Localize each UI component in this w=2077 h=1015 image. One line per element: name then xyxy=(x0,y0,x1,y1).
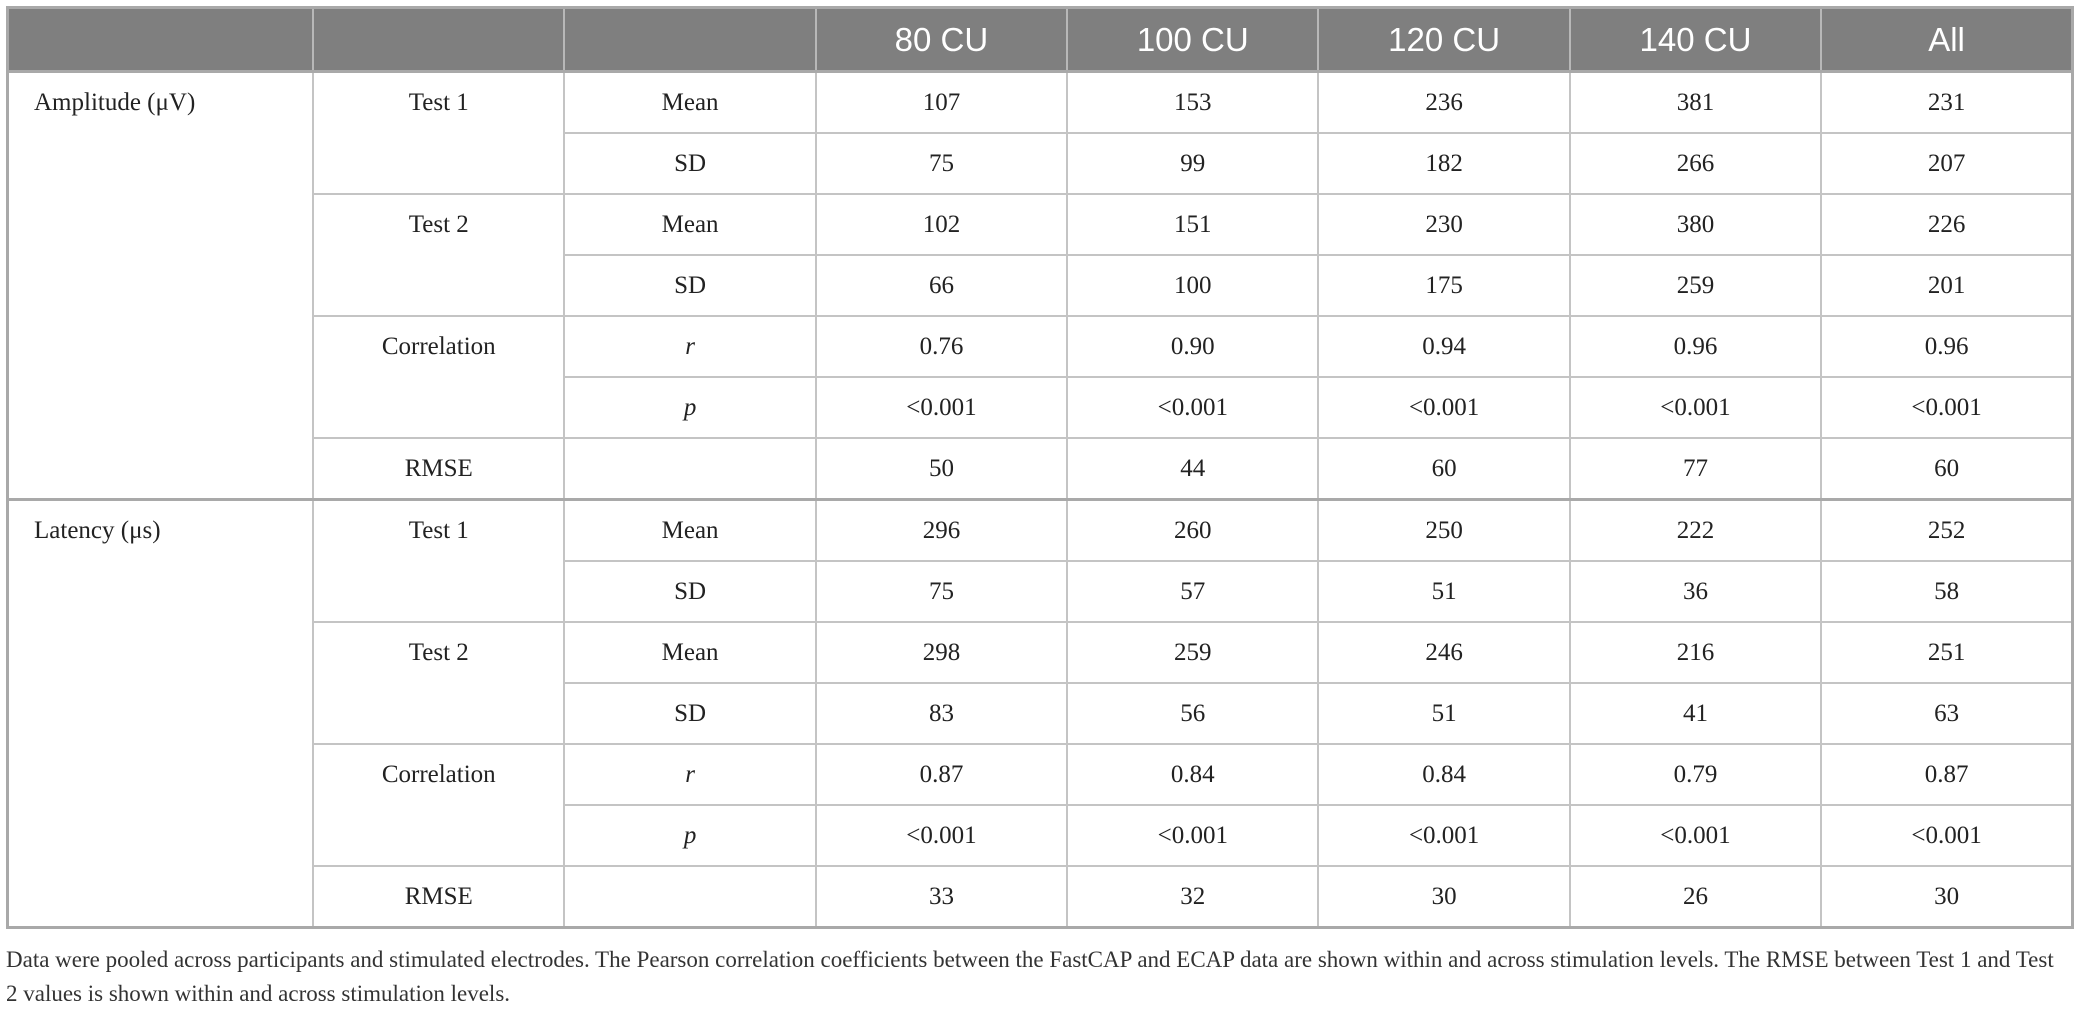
value-cell: <0.001 xyxy=(1570,377,1821,438)
value-cell: 102 xyxy=(816,194,1067,255)
value-cell: 230 xyxy=(1318,194,1569,255)
value-cell: 296 xyxy=(816,500,1067,562)
value-cell: 182 xyxy=(1318,133,1569,194)
value-cell: 26 xyxy=(1570,866,1821,928)
value-cell: 36 xyxy=(1570,561,1821,622)
value-cell: 60 xyxy=(1821,438,2072,500)
header-cell-100cu: 100 CU xyxy=(1067,8,1318,72)
header-cell-80cu: 80 CU xyxy=(816,8,1067,72)
value-cell: <0.001 xyxy=(1067,805,1318,866)
value-cell: 260 xyxy=(1067,500,1318,562)
value-cell: 56 xyxy=(1067,683,1318,744)
value-cell: 66 xyxy=(816,255,1067,316)
group-label: Correlation xyxy=(313,316,564,438)
value-cell: 0.84 xyxy=(1067,744,1318,805)
value-cell: 298 xyxy=(816,622,1067,683)
header-cell-120cu: 120 CU xyxy=(1318,8,1569,72)
value-cell: 32 xyxy=(1067,866,1318,928)
value-cell: <0.001 xyxy=(816,805,1067,866)
value-cell: 83 xyxy=(816,683,1067,744)
value-cell: <0.001 xyxy=(1821,377,2072,438)
value-cell: 236 xyxy=(1318,72,1569,134)
stat-label: Mean xyxy=(564,72,815,134)
group-label: Test 1 xyxy=(313,72,564,195)
value-cell: 0.90 xyxy=(1067,316,1318,377)
table-row xyxy=(8,316,2073,377)
value-cell: 0.84 xyxy=(1318,744,1569,805)
value-cell: 251 xyxy=(1821,622,2072,683)
group-label: RMSE xyxy=(313,866,564,928)
stat-label: Mean xyxy=(564,500,815,562)
value-cell: 51 xyxy=(1318,683,1569,744)
stat-label-empty xyxy=(564,438,815,500)
value-cell: 175 xyxy=(1318,255,1569,316)
value-cell: 41 xyxy=(1570,683,1821,744)
value-cell: 0.87 xyxy=(816,744,1067,805)
table-row xyxy=(8,744,2073,805)
stat-label: r xyxy=(564,316,815,377)
value-cell: 151 xyxy=(1067,194,1318,255)
value-cell: 226 xyxy=(1821,194,2072,255)
table-row xyxy=(8,622,2073,683)
table-row xyxy=(8,194,2073,255)
value-cell: 380 xyxy=(1570,194,1821,255)
section-label-amplitude: Amplitude (μV) xyxy=(8,72,314,500)
value-cell: 75 xyxy=(816,561,1067,622)
header-cell-group xyxy=(313,8,564,72)
value-cell: 246 xyxy=(1318,622,1569,683)
value-cell: 0.76 xyxy=(816,316,1067,377)
stat-label: r xyxy=(564,744,815,805)
value-cell: 57 xyxy=(1067,561,1318,622)
stat-label: Mean xyxy=(564,194,815,255)
section-label-latency: Latency (μs) xyxy=(8,500,314,928)
value-cell: 75 xyxy=(816,133,1067,194)
group-label: Test 2 xyxy=(313,194,564,316)
value-cell: 0.79 xyxy=(1570,744,1821,805)
value-cell: 250 xyxy=(1318,500,1569,562)
stat-label: SD xyxy=(564,683,815,744)
value-cell: <0.001 xyxy=(1067,377,1318,438)
value-cell: 33 xyxy=(816,866,1067,928)
stat-label: SD xyxy=(564,255,815,316)
value-cell: 153 xyxy=(1067,72,1318,134)
stat-label: p xyxy=(564,805,815,866)
value-cell: 63 xyxy=(1821,683,2072,744)
results-table xyxy=(6,6,2074,929)
value-cell: 0.96 xyxy=(1570,316,1821,377)
value-cell: <0.001 xyxy=(1570,805,1821,866)
value-cell: 0.87 xyxy=(1821,744,2072,805)
value-cell: 222 xyxy=(1570,500,1821,562)
value-cell: 30 xyxy=(1318,866,1569,928)
table-row xyxy=(8,438,2073,500)
value-cell: 50 xyxy=(816,438,1067,500)
value-cell: 259 xyxy=(1067,622,1318,683)
header-cell-section xyxy=(8,8,314,72)
value-cell: 51 xyxy=(1318,561,1569,622)
value-cell: 99 xyxy=(1067,133,1318,194)
header-row xyxy=(8,8,2073,72)
stat-label-empty xyxy=(564,866,815,928)
value-cell: 100 xyxy=(1067,255,1318,316)
value-cell: 107 xyxy=(816,72,1067,134)
value-cell: 216 xyxy=(1570,622,1821,683)
stat-label: SD xyxy=(564,561,815,622)
header-cell-140cu: 140 CU xyxy=(1570,8,1821,72)
value-cell: <0.001 xyxy=(1318,377,1569,438)
value-cell: <0.001 xyxy=(1318,805,1569,866)
value-cell: <0.001 xyxy=(1821,805,2072,866)
value-cell: 77 xyxy=(1570,438,1821,500)
header-cell-stat xyxy=(564,8,815,72)
table-footnote: Data were pooled across participants and stimulated electrodes. The Pearson correlation coefficients between the FastCAP and ECAP data are shown within and across stimulation levels. The RMSE between Test 1 and Test 2 values is shown within and across stimulation levels. xyxy=(6,947,2054,1006)
table-row xyxy=(8,500,2073,562)
value-cell: 207 xyxy=(1821,133,2072,194)
value-cell: <0.001 xyxy=(816,377,1067,438)
value-cell: 231 xyxy=(1821,72,2072,134)
value-cell: 259 xyxy=(1570,255,1821,316)
header-cell-all: All xyxy=(1821,8,2072,72)
value-cell: 252 xyxy=(1821,500,2072,562)
value-cell: 30 xyxy=(1821,866,2072,928)
table-row xyxy=(8,72,2073,134)
value-cell: 0.94 xyxy=(1318,316,1569,377)
stat-label: Mean xyxy=(564,622,815,683)
group-label: RMSE xyxy=(313,438,564,500)
value-cell: 0.96 xyxy=(1821,316,2072,377)
group-label: Test 2 xyxy=(313,622,564,744)
value-cell: 266 xyxy=(1570,133,1821,194)
value-cell: 44 xyxy=(1067,438,1318,500)
value-cell: 60 xyxy=(1318,438,1569,500)
group-label: Test 1 xyxy=(313,500,564,623)
value-cell: 381 xyxy=(1570,72,1821,134)
value-cell: 58 xyxy=(1821,561,2072,622)
table-row xyxy=(8,866,2073,928)
stat-label: SD xyxy=(564,133,815,194)
value-cell: 201 xyxy=(1821,255,2072,316)
group-label: Correlation xyxy=(313,744,564,866)
stat-label: p xyxy=(564,377,815,438)
table-container xyxy=(6,6,2074,1011)
